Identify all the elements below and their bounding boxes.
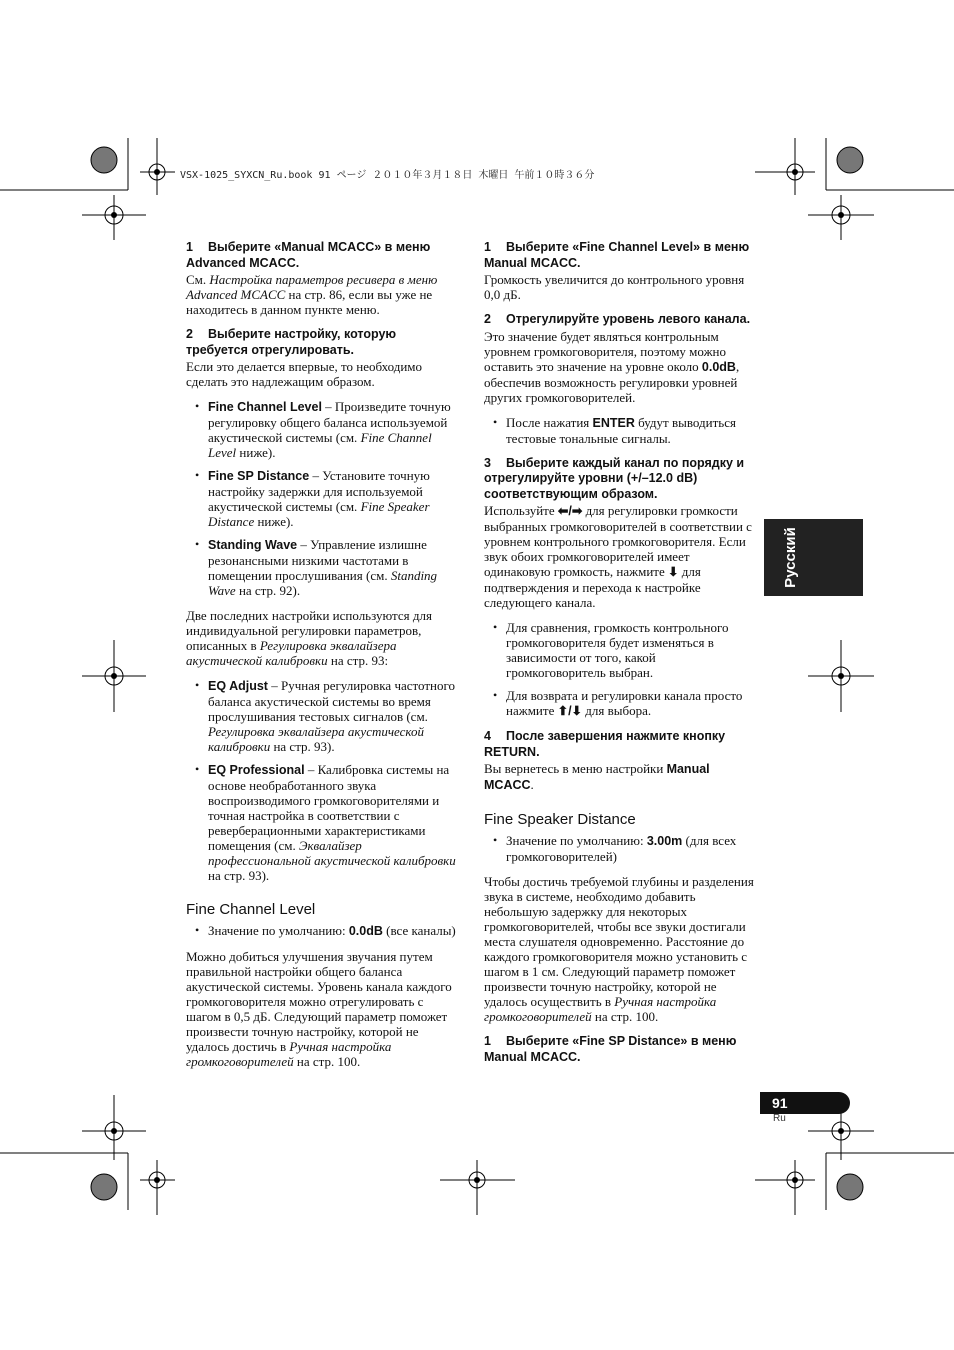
down-arrow-icon: ⬇ [668, 565, 679, 579]
page-number: 91 [760, 1092, 850, 1114]
list-item: • Fine SP Distance – Установите точную настройку задержки для используемой акустической системы (см. Fine Speaker Distance ниже). [186, 468, 458, 529]
page-language: Ru [773, 1113, 786, 1124]
step-heading: 1 Выберите «Fine SP Distance» в меню Manual MCACC. [484, 1034, 737, 1064]
list-item: • Standing Wave – Управление излишне резонансными низкими частотами в помещении прослушивания (см. Standing Wave на стр. 92). [186, 537, 458, 598]
step-heading: 2 Отрегулируйте уровень левого канала. [484, 312, 751, 326]
section-title: Fine Speaker Distance [484, 811, 636, 828]
list-item: • Для сравнения, громкость контрольного громкоговорителя будет изменяться в зависимости от того, какой громкоговоритель выбран. [484, 620, 756, 680]
list-item: • Fine Channel Level – Произведите точную регулировку общего баланса используемой акустической системы (см. Fine Channel Level ниже). [186, 399, 458, 460]
paragraph: Чтобы достичь требуемой глубины и разделения звука в системе, необходимо добавить небольшую задержку для некоторых громкоговорителей, чтобы все звуки достигали места слушателя одновременно. Расстояние до каждого громкоговорителя можно установить с шагом в 1 см. Следующий параметр поможет произвести точную настройку, которой не удалось осуществить в Ручная настройка громкоговорителей на стр. 100. [484, 874, 754, 1024]
section-title: Fine Channel Level [186, 901, 316, 918]
default-value-list [484, 833, 756, 864]
right-column [484, 240, 756, 1066]
list-item: • EQ Adjust – Ручная регулировка частотного баланса акустической системы во время прослушивания тестовых сигналов (см. Регулировка эквалайзера акустической калибровки на стр. 93). [186, 678, 458, 754]
paragraph: Можно добиться улучшения звучания путем правильной настройки общего баланса акустической системы. Уровень канала каждого громкоговорителя можно отрегулировать с шагом в 0,5 дБ. Следующий параметр поможет произвести точную настройку, которой не удалось достичь в Ручная настройка громкоговорителей на стр. 100. [186, 949, 452, 1069]
paragraph: Две последних настройки используются для индивидуальной регулировки параметров, описанных в Регулировка эквалайзера акустической калибровки на стр. 93: [186, 608, 432, 668]
option-list [186, 678, 458, 883]
note-list [484, 415, 756, 446]
list-item: • Для возврата и регулировки канала просто нажмите ⬆/⬇ для выбора. [484, 688, 756, 719]
list-item: • После нажатия ENTER будут выводиться тестовые тональные сигналы. [484, 415, 756, 446]
list-item: • Значение по умолчанию: 0.0dB (все каналы) [186, 923, 458, 939]
step-heading: 1 Выберите «Manual MCACC» в меню Advanced MCACC. [186, 240, 431, 270]
paragraph: См. Настройка параметров ресивера в меню Advanced MCACC на стр. 86, если вы уже не находитесь в данном пункте меню. [186, 272, 438, 317]
list-item: • Значение по умолчанию: 3.00m (для всех громкоговорителей) [484, 833, 756, 864]
left-column [186, 240, 458, 1079]
step-heading: 4 После завершения нажмите кнопку RETURN. [484, 729, 726, 759]
language-tab-label: Русский [782, 527, 799, 588]
paragraph: Вы вернетесь в меню настройки Manual MCACC. [484, 761, 710, 792]
paragraph: Громкость увеличится до контрольного уровня 0,0 дБ. [484, 272, 745, 302]
note-list [484, 620, 756, 719]
list-item: • EQ Professional – Калибровка системы на основе необработанного звука воспроизводимого громкоговорителями и точная настройка в соответствии с реверберационными характеристиками помещения (см. Эквалайзер профессиональной акустической калибровки на стр. 93). [186, 762, 458, 883]
left-right-arrow-icon: ⬅/➡ [557, 504, 583, 518]
paragraph: Если это делается впервые, то необходимо сделать это надлежащим образом. [186, 359, 423, 389]
print-header: VSX-1025_SYXCN_Ru.book 91 ページ ２０１０年３月１８日 木曜日 午前１０時３６分 [180, 170, 595, 181]
language-tab [764, 519, 863, 596]
paragraph: Используйте ⬅/➡ для регулировки громкости выбранных громкоговорителей в соответствии с уровнем контрольного громкоговорителя. Если звук обоих громкоговорителей имеет одинаковую громкость, нажмите ⬇ для подтверждения и перехода к настройке следующего канала. [484, 503, 752, 610]
step-heading: 1 Выберите «Fine Channel Level» в меню Manual MCACC. [484, 240, 750, 270]
paragraph: Это значение будет являться контрольным уровнем громкоговорителя, поэтому можно оставить это значение на уровне около 0.0dB, обеспечив возможность регулировки уровней других громкоговорителей. [484, 328, 740, 405]
default-value-list [186, 923, 458, 939]
step-heading: 3 Выберите каждый канал по порядку и отрегулируйте уровни (+/–12.0 dB) соответствующим образом. [484, 455, 745, 501]
option-list [186, 399, 458, 598]
step-heading: 2 Выберите настройку, которую требуется отрегулировать. [186, 327, 397, 357]
up-down-arrow-icon: ⬆/⬇ [557, 704, 583, 718]
